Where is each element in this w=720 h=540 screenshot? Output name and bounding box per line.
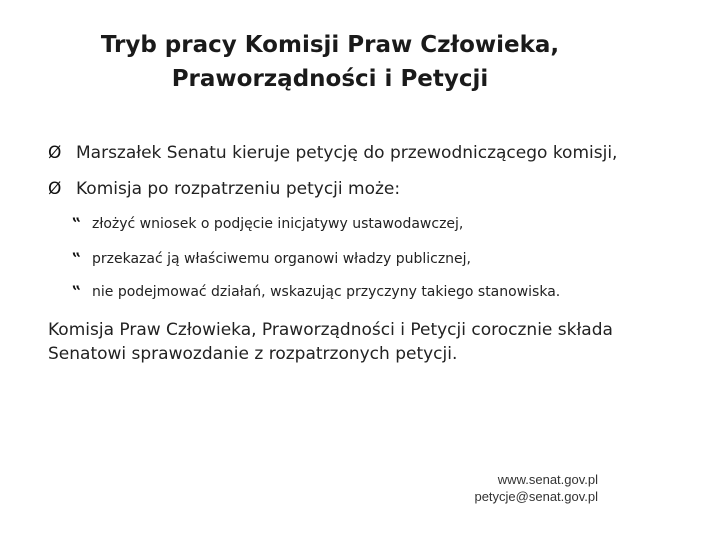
summary-paragraph <box>48 318 668 366</box>
footer-url-link[interactable]: www.senat.gov.pl <box>497 472 598 487</box>
sub-bullet-text: złożyć wniosek o podjęcie inicjatywy ustawodawczej, <box>92 215 464 232</box>
summary-paragraph-line-1: Komisja Praw Człowieka, Praworządności i Petycji corocznie składa <box>48 320 613 340</box>
bullet-text: Komisja po rozpatrzeniu petycji może: <box>76 179 401 199</box>
bullet-item-2 <box>48 179 400 199</box>
slide-title-line-1: Tryb pracy Komisji Praw Człowieka, <box>100 32 560 58</box>
quote-bullet-icon: ‟ <box>72 249 82 268</box>
slide-title-line-2: Praworządności i Petycji <box>171 66 489 92</box>
footer-contact <box>474 471 598 505</box>
bullet-text: Marszałek Senatu kieruje petycję do przewodniczącego komisji, <box>76 143 618 163</box>
arrow-bullet-icon: Ø <box>48 179 62 199</box>
sub-bullet-text: nie podejmować działań, wskazując przyczyny takiego stanowiska. <box>92 283 561 300</box>
arrow-bullet-icon: Ø <box>48 143 62 163</box>
summary-paragraph-line-2: Senatowi sprawozdanie z rozpatrzonych petycji. <box>48 344 458 364</box>
footer-email-link[interactable]: petycje@senat.gov.pl <box>474 489 598 504</box>
quote-bullet-icon: ‟ <box>72 282 82 301</box>
bullet-item-1 <box>48 143 617 163</box>
sub-bullet-item-1 <box>72 214 463 233</box>
sub-bullet-item-2 <box>72 249 471 268</box>
slide-title <box>0 28 660 96</box>
sub-bullet-item-3 <box>72 282 560 301</box>
quote-bullet-icon: ‟ <box>72 214 82 233</box>
sub-bullet-text: przekazać ją właściwemu organowi władzy publicznej, <box>92 250 471 267</box>
